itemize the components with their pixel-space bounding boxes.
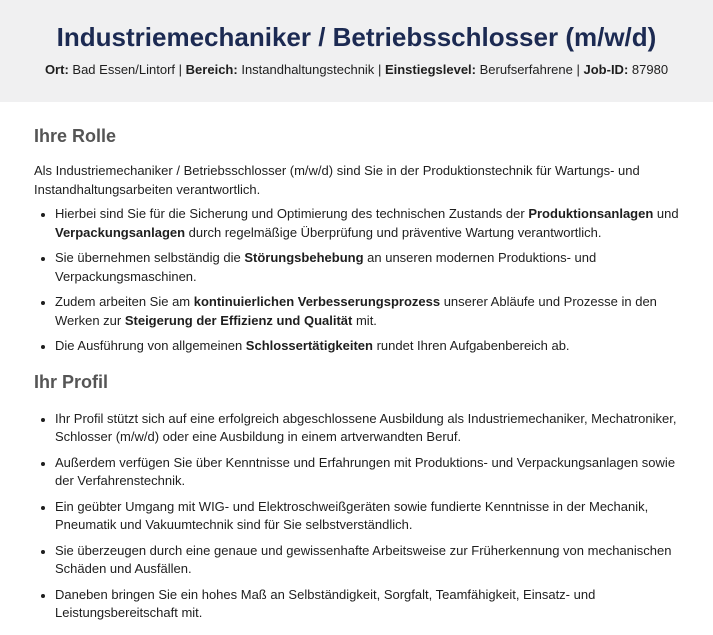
meta-jobid-label: Job-ID: bbox=[583, 62, 629, 77]
role-text: und bbox=[653, 206, 679, 221]
role-text: unserer Abläufe und Prozesse in den Werken zur bbox=[55, 294, 657, 328]
meta-area-label: Bereich: bbox=[185, 62, 238, 77]
meta-jobid-value: 87980 bbox=[631, 62, 669, 77]
role-heading: Ihre Rolle bbox=[34, 126, 117, 146]
meta-separator: | bbox=[576, 62, 580, 77]
role-list-item bbox=[55, 293, 679, 330]
profile-heading: Ihr Profil bbox=[34, 371, 109, 392]
role-highlight: Steigerung der Effizienz und Qualität bbox=[124, 312, 353, 328]
role-list bbox=[34, 205, 679, 356]
role-text: Sie übernehmen selbständig die bbox=[55, 250, 245, 265]
meta-separator: | bbox=[178, 62, 183, 77]
role-text: mit. bbox=[352, 312, 377, 328]
role-highlight: Störungsbehebung bbox=[244, 250, 364, 265]
profile-list-item: • Ein geübter Umgang mit WIG- und Elektroschweißgeräten sowie fundierte Kenntnisse in der Mechanik, Pneumatik und Vakuumtechnik sind für Sie selbstverständlich. bbox=[55, 498, 679, 535]
profile-list-item: • Ihr Profil stützt sich auf eine erfolgreich abgeschlossene Ausbildung als Industriemechaniker, Mechatroniker, Schlosser (m/w/d) oder eine Ausbildung in einem artverwandten Beruf. bbox=[55, 410, 679, 447]
role-list-item bbox=[55, 249, 679, 286]
role-list-item bbox=[55, 337, 679, 356]
role-highlight: kontinuierlichen Verbesserungsprozess bbox=[193, 294, 441, 309]
job-description bbox=[0, 102, 713, 623]
meta-location-value: Bad Essen/Lintorf bbox=[72, 62, 176, 77]
profile-list-item: • Sie überzeugen durch eine genaue und gewissenhafte Arbeitsweise zur Früherkennung von mechanischen Schäden und Ausfällen. bbox=[55, 542, 679, 579]
role-highlight: Produktionsanlagen bbox=[528, 206, 654, 221]
role-text: durch regelmäßige Überprüfung und präventive Wartung verantwortlich. bbox=[185, 224, 602, 240]
role-text: Die Ausführung von allgemeinen bbox=[55, 338, 246, 353]
meta-level-label: Einstiegslevel: bbox=[384, 62, 476, 77]
role-highlight: Verpackungsanlagen bbox=[55, 224, 186, 240]
profile-list-item: • Außerdem verfügen Sie über Kenntnisse und Erfahrungen mit Produktions- und Verpackungsanlagen sowie der Verfahrenstechnik. bbox=[55, 454, 679, 491]
role-list-item bbox=[55, 205, 679, 242]
job-meta bbox=[0, 61, 713, 79]
profile-section bbox=[34, 370, 679, 623]
meta-separator: | bbox=[377, 62, 382, 77]
meta-location-label: Ort: bbox=[44, 62, 69, 77]
role-section bbox=[34, 124, 679, 356]
role-text: Zudem arbeiten Sie am bbox=[55, 294, 194, 309]
profile-list-item: • Daneben bringen Sie ein hohes Maß an Selbständigkeit, Sorgfalt, Teamfähigkeit, Einsatz- und Leistungsbereitschaft mit. bbox=[55, 586, 679, 623]
role-text: rundet Ihren Aufgabenbereich ab. bbox=[372, 338, 570, 353]
role-text: Hierbei sind Sie für die Sicherung und Optimierung des technischen Zustands der bbox=[55, 206, 529, 221]
job-title: Industriemechaniker / Betriebsschlosser (m/w/d) bbox=[56, 22, 657, 52]
job-header bbox=[0, 0, 713, 102]
role-intro: Als Industriemechaniker / Betriebsschlosser (m/w/d) sind Sie in der Produktionstechnik für Wartungs- und Instandhaltungsarbeiten verantwortlich. bbox=[34, 163, 640, 197]
role-highlight: Schlossertätigkeiten bbox=[245, 338, 373, 353]
profile-list bbox=[34, 410, 679, 623]
meta-level-value: Berufserfahrene bbox=[479, 62, 573, 77]
role-text: an unseren modernen Produktions- und Verpackungsmaschinen. bbox=[55, 250, 597, 284]
meta-area-value: Instandhaltungstechnik bbox=[241, 62, 375, 77]
